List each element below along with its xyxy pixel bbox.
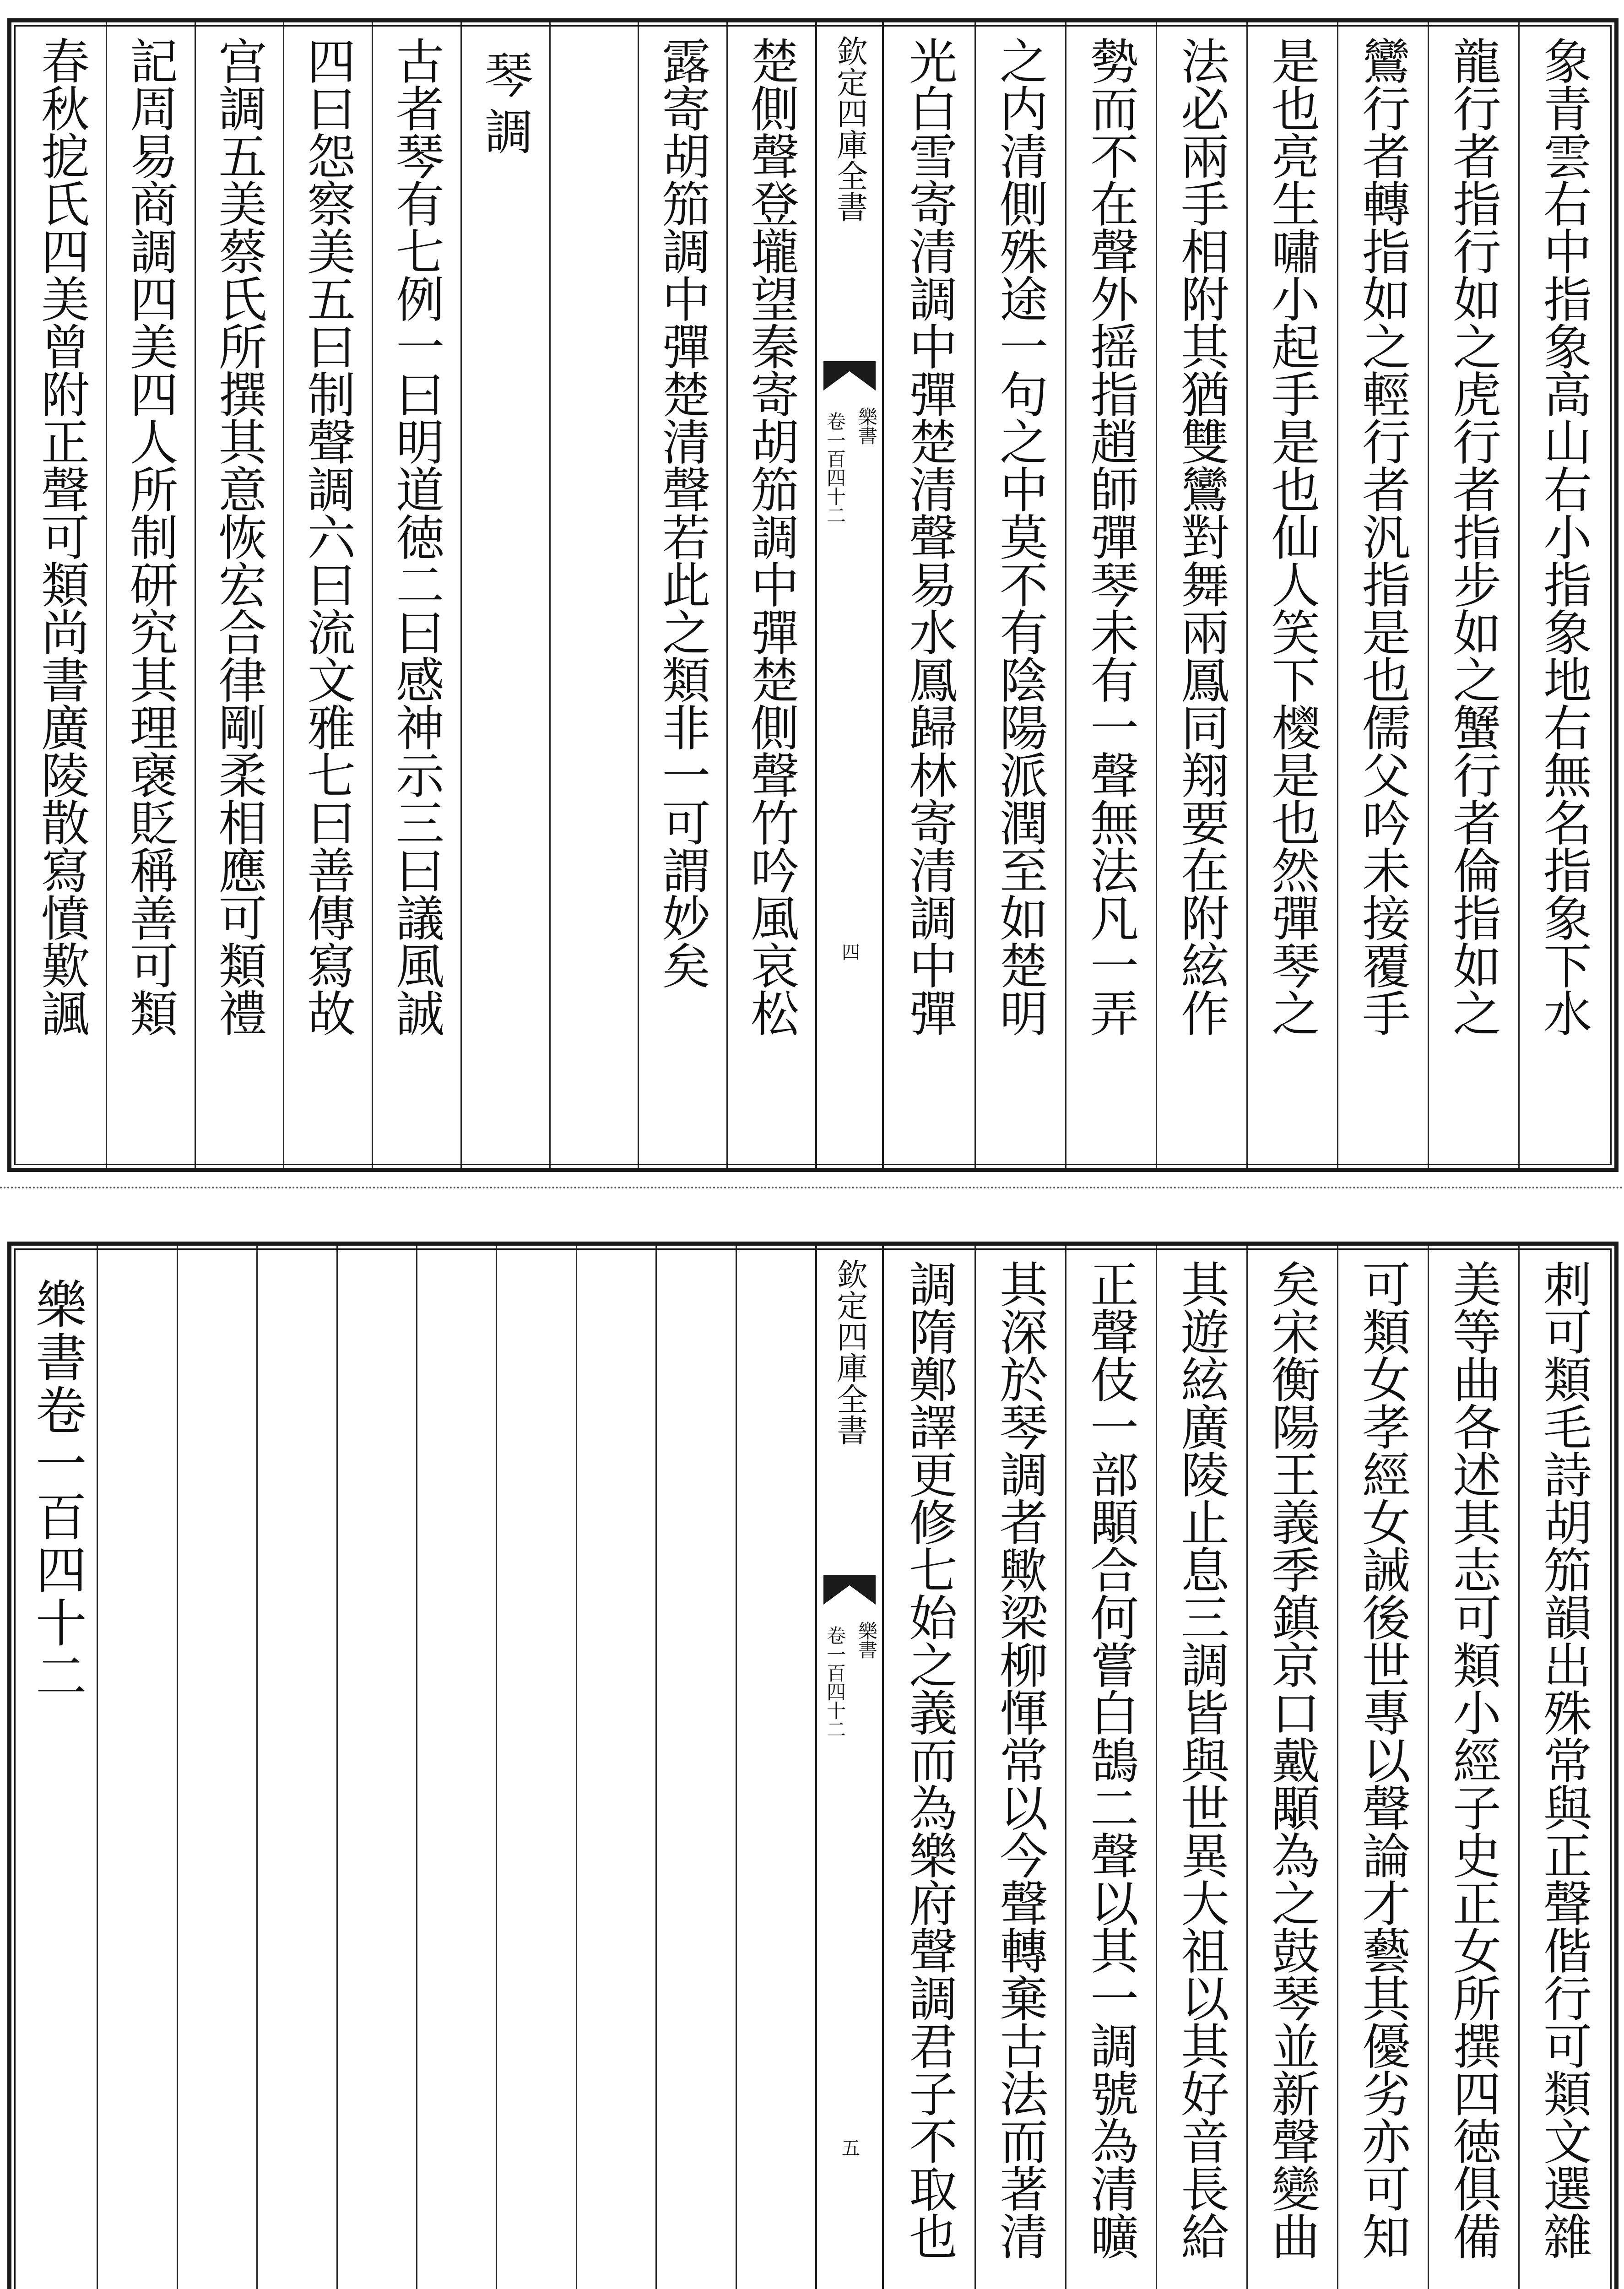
text-column [974, 22, 1065, 1168]
banxin-title: 欽定四庫全書 [831, 35, 868, 222]
banxin-book: 樂書 [855, 1621, 878, 1659]
text-column [416, 1246, 496, 2289]
column-rule [1156, 22, 1157, 1168]
text-column [17, 1246, 97, 2289]
page-separator [0, 1187, 1624, 1192]
fishtail-mark [823, 1575, 876, 1605]
text-column [336, 1246, 416, 2289]
text-column [195, 22, 283, 1168]
column-text: 是也亮生嘯小起手是也仙人笑下㯶是也然彈琴之 [1264, 36, 1320, 1036]
column-rule [1337, 22, 1338, 1168]
column-rule [1337, 1246, 1338, 2289]
column-text: 象青雲右中指象高山右小指象地右無名指象下水 [1536, 36, 1592, 1036]
text-column [726, 22, 815, 1168]
column-text: 勢而不在聲外摇指趙師彈琴未有一聲無法凡一弄 [1083, 36, 1139, 1036]
top-book-page [7, 18, 1619, 1172]
text-column [1156, 22, 1246, 1168]
text-column [1246, 1246, 1337, 2289]
column-rule [638, 22, 639, 1168]
text-column [655, 1246, 735, 2289]
column-rule [1518, 1246, 1520, 2289]
text-column [884, 1246, 974, 2289]
column-rule [195, 22, 196, 1168]
text-column [736, 1246, 815, 2289]
column-rule [97, 1246, 98, 2289]
column-text: 刺可類毛詩胡笳韻出殊常與正聲偕行可類文選雜 [1536, 1259, 1592, 2259]
text-column [576, 1246, 655, 2289]
column-text: 正聲伎一部顒合何嘗白鵠二聲以其一調號為清曠 [1083, 1259, 1139, 2259]
column-rule [1156, 1246, 1157, 2289]
text-column [1428, 22, 1518, 1168]
text-column [283, 22, 372, 1168]
fishtail-mark [823, 361, 876, 391]
column-rule [460, 22, 462, 1168]
column-text: 楚側聲登壠望秦寄胡笳調中彈楚側聲竹吟風哀松 [743, 36, 800, 1036]
banxin-title: 欽定四庫全書 [831, 1258, 868, 1445]
text-column [638, 22, 726, 1168]
banxin-page-number: 五 [839, 2138, 860, 2157]
column-rule [576, 1246, 577, 2289]
text-column [460, 22, 549, 1168]
column-rule [106, 22, 107, 1168]
text-column [17, 22, 106, 1168]
text-column [372, 22, 460, 1168]
column-rule [974, 22, 976, 1168]
banxin-volume: 卷一百四十二 [824, 412, 846, 524]
column-rule [1428, 22, 1429, 1168]
column-rule [496, 1246, 497, 2289]
text-column [1337, 22, 1428, 1168]
column-text: 春秋㧖氏四美曾附正聲可類尚書廣陵散寫憤歎諷 [33, 36, 90, 1036]
column-rule [1246, 22, 1248, 1168]
text-column [1428, 1246, 1518, 2289]
column-text: 露寄胡笳調中彈楚清聲若此之類非一可謂妙矣 [654, 36, 711, 988]
column-rule [283, 22, 284, 1168]
text-column [97, 1246, 176, 2289]
text-column [974, 1246, 1065, 2289]
column-rule [1065, 1246, 1066, 2289]
text-column [106, 22, 195, 1168]
text-column [1246, 22, 1337, 1168]
column-rule [416, 1246, 417, 2289]
text-column [1518, 1246, 1609, 2289]
column-text: 記周易商調四美四人所制研究其理襃貶稱善可類 [122, 36, 179, 1036]
column-text: 之内清側殊途一句之中莫不有陰陽派潤至如楚明 [992, 36, 1048, 1036]
column-rule [726, 22, 728, 1168]
column-rule [1428, 1246, 1429, 2289]
column-text: 古者琴有七例一曰明道徳二曰感神示三曰議風誠 [388, 36, 444, 1036]
text-column [1065, 22, 1156, 1168]
column-text: 美等曲各述其志可類小經子史正女所撰四徳俱備 [1445, 1259, 1501, 2259]
banxin-volume: 卷一百四十二 [824, 1626, 846, 1738]
banxin-book: 樂書 [855, 407, 878, 445]
text-column [1156, 1246, 1246, 2289]
column-text: 龍行者指行如之虎行者指步如之蟹行者倫指如之 [1445, 36, 1501, 1036]
column-rule [372, 22, 373, 1168]
column-text: 琴調 [476, 50, 533, 163]
column-text: 鸞行者轉指如之輕行者汎指是也儒父吟未接覆手 [1354, 36, 1411, 1036]
column-text: 其深於琴調者歟梁柳惲常以今聲轉棄古法而著清 [992, 1259, 1048, 2259]
text-column [256, 1246, 336, 2289]
column-rule [177, 1246, 178, 2289]
text-column [1065, 1246, 1156, 2289]
bottom-book-page [7, 1242, 1619, 2289]
column-rule [336, 1246, 338, 2289]
column-rule [974, 1246, 976, 2289]
column-text: 矣宋衡陽王義季鎮京口戴顒為之鼓琴並新聲變曲 [1264, 1259, 1320, 2259]
column-rule [1518, 22, 1520, 1168]
text-column [884, 22, 974, 1168]
column-text: 可類女孝經女誡後世專以聲論才藝其優劣亦可知 [1354, 1259, 1411, 2259]
column-text: 其遊絃廣陵止息三調皆與世異大祖以其好音長給 [1173, 1259, 1229, 2259]
column-text: 法必兩手相附其猶雙鸞對舞兩鳳同翔要在附絃作 [1173, 36, 1229, 1036]
column-text: 光白雪寄清調中彈楚清聲易水鳳歸林寄清調中彈 [901, 36, 958, 1036]
column-rule [655, 1246, 657, 2289]
center-banxin [815, 1246, 884, 2289]
column-rule [736, 1246, 737, 2289]
text-column [1518, 22, 1609, 1168]
column-text: 調隋鄭譯更修七始之義而為樂府聲調君子不取也 [901, 1259, 958, 2259]
column-rule [1246, 1246, 1248, 2289]
column-rule [256, 1246, 258, 2289]
column-text: 樂書卷一百四十二 [27, 1278, 87, 1703]
column-text: 四曰怨察美五曰制聲調六曰流文雅七曰善傳寫故 [299, 36, 356, 1036]
column-text: 宫調五美蔡氏所撰其意恢宏合律剛柔相應可類禮 [211, 36, 267, 1036]
text-column [496, 1246, 575, 2289]
column-rule [1065, 22, 1066, 1168]
text-column [549, 22, 638, 1168]
text-column [1337, 1246, 1428, 2289]
center-banxin [815, 22, 884, 1168]
column-rule [549, 22, 551, 1168]
text-column [177, 1246, 256, 2289]
banxin-page-number: 四 [839, 943, 860, 961]
